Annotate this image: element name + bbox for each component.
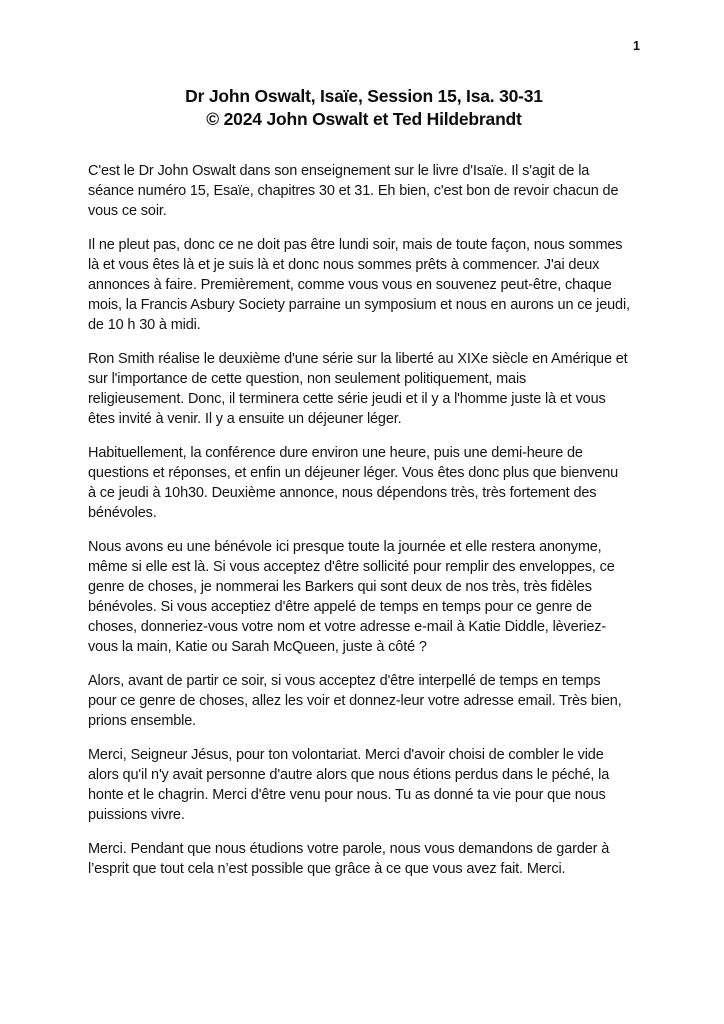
text-line: genre de choses, je nommerai les Barkers qui sont deux de nos très, très fidèles [88, 579, 592, 595]
text-line: Habituellement, la conférence dure environ une heure, puis une demi-heure de [88, 445, 583, 461]
text-line: Alors, avant de partir ce soir, si vous acceptez d'être interpellé de temps en temps [88, 673, 601, 689]
text-line: sur l'importance de cette question, non seulement politiquement, mais [88, 371, 527, 387]
text-line: pour ce genre de choses, allez les voir et donnez-leur votre adresse email. Très bien, [88, 693, 622, 709]
paragraph [88, 537, 640, 657]
text-line: là et vous êtes là et je suis là et donc nous sommes prêts à commencer. J'ai deux [88, 257, 600, 273]
paragraph [88, 235, 640, 335]
text-line: mois, la Francis Asbury Society parraine un symposium et nous en aurons un ce jeudi, [88, 297, 630, 313]
text-line: même si elle est là. Si vous acceptez d'être sollicité pour remplir des enveloppes, ce [88, 559, 615, 575]
text-line: religieusement. Donc, il terminera cette série jeudi et il y a l'homme juste là et vous [88, 391, 606, 407]
text-line: Merci. Pendant que nous étudions votre parole, nous vous demandons de garder à [88, 841, 610, 857]
text-line: vous ce soir. [88, 203, 167, 219]
text-line: bénévoles. [88, 505, 157, 521]
paragraph [88, 745, 640, 825]
text-line: séance numéro 15, Esaïe, chapitres 30 et 31. Eh bien, c'est bon de revoir chacun de [88, 183, 619, 199]
text-line: questions et réponses, et enfin un déjeuner léger. Vous êtes donc plus que bienvenu [88, 465, 619, 481]
document-body [88, 161, 640, 879]
paragraph [88, 671, 640, 731]
text-line: à ce jeudi à 10h30. Deuxième annonce, nous dépendons très, très fortement des [88, 485, 597, 501]
text-line: l’esprit que tout cela n’est possible que grâce à ce que vous avez fait. Merci. [88, 861, 566, 877]
text-line: Nous avons eu une bénévole ici presque toute la journée et elle restera anonyme, [88, 539, 602, 555]
paragraph [88, 443, 640, 523]
text-line: prions ensemble. [88, 713, 197, 729]
text-line: honte et le chagrin. Merci d'être venu pour nous. Tu as donné ta vie pour que nous [88, 787, 606, 803]
page-number: 1 [633, 39, 640, 53]
text-line: Il ne pleut pas, donc ce ne doit pas être lundi soir, mais de toute façon, nous sommes [88, 237, 623, 253]
text-line: C'est le Dr John Oswalt dans son enseignement sur le livre d'Isaïe. Il s'agit de la [88, 163, 590, 179]
text-line: vous la main, Katie ou Sarah McQueen, juste à côté ? [88, 639, 427, 655]
text-line: choses, donneriez-vous votre nom et votre adresse e-mail à Katie Diddle, lèveriez- [88, 619, 607, 635]
text-line: alors qu'il n'y avait personne d'autre alors que nous étions perdus dans le péché, la [88, 767, 610, 783]
text-line: êtes invité à venir. Il y a ensuite un déjeuner léger. [88, 411, 402, 427]
title-line-1: Dr John Oswalt, Isaïe, Session 15, Isa. 30-31 [185, 86, 543, 106]
paragraph [88, 161, 640, 221]
document-title [88, 85, 640, 131]
text-line: puissions vivre. [88, 807, 185, 823]
text-line: de 10 h 30 à midi. [88, 317, 201, 333]
text-line: bénévoles. Si vous acceptiez d'être appelé de temps en temps pour ce genre de [88, 599, 592, 615]
paragraph [88, 349, 640, 429]
title-line-2: © 2024 John Oswalt et Ted Hildebrandt [206, 109, 522, 129]
text-line: annonces à faire. Premièrement, comme vous vous en souvenez peut-être, chaque [88, 277, 612, 293]
paragraph [88, 839, 640, 879]
text-line: Ron Smith réalise le deuxième d'une série sur la liberté au XIXe siècle en Amérique et [88, 351, 628, 367]
text-line: Merci, Seigneur Jésus, pour ton volontariat. Merci d'avoir choisi de combler le vide [88, 747, 604, 763]
